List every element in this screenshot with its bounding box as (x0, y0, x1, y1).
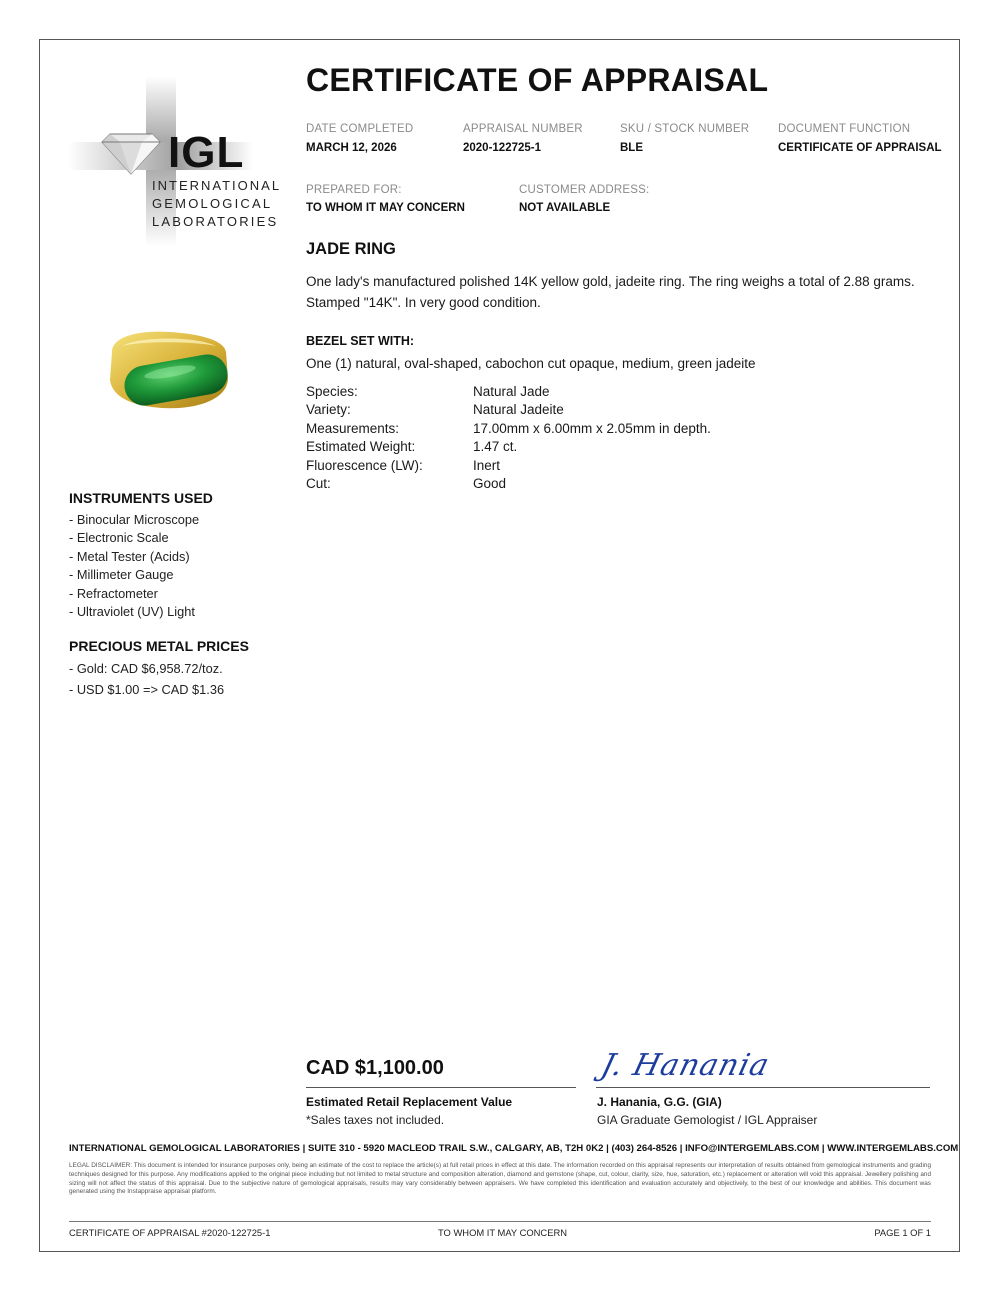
spec-value-cut: Good (473, 476, 507, 491)
spec-label-cut: Cut: (306, 476, 331, 491)
footer-recipient: TO WHOM IT MAY CONCERN (438, 1227, 567, 1238)
footer-page-number: PAGE 1 OF 1 (874, 1227, 931, 1238)
bottom-divider (69, 1221, 931, 1222)
appraisal-number-label: APPRAISAL NUMBER (463, 123, 583, 135)
signature-divider (596, 1087, 930, 1088)
metal-price-item: - Gold: CAD $6,958.72/toz. (69, 661, 223, 676)
legal-disclaimer: LEGAL DISCLAIMER: This document is intended for insurance purposes only, being an estimate of the cost to replace the article(s) at full retail prices in effect at this date. The information recorded on this appraisal represents our interpretation of results obtained from gemological instruments and grading techniques designed for this purpose. Any modifications applied to the original piece including but not limited to metal structure and composition alteration, diamond and gemstone (shape, cut, colour, clarity, size, hue, saturation, etc.) replacement or alteration will void this appraisal. Jewellery polishing and sizing will not affect the status of this appraisal. Due to the subjective nature of gemological appraisals, results may vary considerably between appraisers. We have completed this identification and evaluation accurately and objectively, to the best of our knowledge and abilities. This document was generated using the Instappraise appraisal platform. (69, 1162, 931, 1196)
metal-price-item: - USD $1.00 => CAD $1.36 (69, 682, 225, 697)
prepared-for-label: PREPARED FOR: (306, 184, 402, 196)
instrument-item: - Ultraviolet (UV) Light (69, 604, 195, 619)
lab-address-footer: INTERNATIONAL GEMOLOGICAL LABORATORIES | SUITE 310 - 5920 MACLEOD TRAIL S.W., CALGARY, AB, T2H 0K2 | (403) 264-8526 | INFO@INTERGEMLABS.COM | WWW.INTERGEMLABS.COM (69, 1143, 959, 1154)
spec-value-fluorescence: Inert (473, 458, 501, 473)
ring-photo (100, 322, 240, 418)
value-divider (306, 1087, 576, 1088)
igl-logo-letters: IGL (168, 128, 245, 177)
date-completed-label: DATE COMPLETED (306, 123, 414, 135)
spec-label-weight: Estimated Weight: (306, 439, 416, 454)
spec-label-species: Species: (306, 384, 358, 399)
page-title: CERTIFICATE OF APPRAISAL (306, 62, 769, 98)
spec-label-fluorescence: Fluorescence (LW): (306, 458, 423, 473)
instrument-item: - Binocular Microscope (69, 512, 200, 527)
sales-tax-note: *Sales taxes not included. (306, 1113, 445, 1127)
footer-certificate-number: CERTIFICATE OF APPRAISAL #2020-122725-1 (69, 1227, 271, 1238)
instruments-heading: INSTRUMENTS USED (69, 490, 213, 506)
sku-label: SKU / STOCK NUMBER (620, 123, 750, 135)
igl-logo (68, 76, 282, 246)
instrument-item: - Electronic Scale (69, 530, 169, 545)
date-completed-value: MARCH 12, 2026 (306, 142, 397, 154)
appraiser-signature: J. Hanania (597, 1048, 774, 1083)
spec-label-measurements: Measurements: (306, 421, 400, 436)
appraiser-title: GIA Graduate Gemologist / IGL Appraiser (597, 1113, 818, 1127)
appraiser-name: J. Hanania, G.G. (GIA) (597, 1095, 722, 1109)
appraisal-number-value: 2020-122725-1 (463, 142, 542, 154)
igl-logo-line-2: GEMOLOGICAL (152, 196, 273, 211)
bezel-description: One (1) natural, oval-shaped, cabochon cut opaque, medium, green jadeite (306, 356, 756, 371)
item-title: JADE RING (306, 240, 396, 258)
sku-value: BLE (620, 142, 643, 154)
customer-address-label: CUSTOMER ADDRESS: (519, 184, 650, 196)
retail-value-label: Estimated Retail Replacement Value (306, 1095, 513, 1109)
spec-value-weight: 1.47 ct. (473, 439, 518, 454)
instrument-item: - Metal Tester (Acids) (69, 549, 190, 564)
bezel-heading: BEZEL SET WITH: (306, 334, 415, 348)
spec-value-species: Natural Jade (473, 384, 550, 399)
document-function-value: CERTIFICATE OF APPRAISAL (778, 142, 942, 154)
retail-value-amount: CAD $1,100.00 (306, 1057, 444, 1079)
document-function-label: DOCUMENT FUNCTION (778, 123, 911, 135)
igl-logo-line-3: LABORATORIES (152, 214, 279, 229)
customer-address-value: NOT AVAILABLE (519, 202, 611, 214)
instrument-item: - Millimeter Gauge (69, 567, 174, 582)
metal-prices-heading: PRECIOUS METAL PRICES (69, 638, 249, 654)
spec-value-variety: Natural Jadeite (473, 402, 564, 417)
prepared-for-value: TO WHOM IT MAY CONCERN (306, 202, 465, 214)
spec-label-variety: Variety: (306, 402, 351, 417)
spec-value-measurements: 17.00mm x 6.00mm x 2.05mm in depth. (473, 421, 711, 436)
item-description-line-2: Stamped "14K". In very good condition. (306, 295, 541, 310)
item-description-line-1: One lady's manufactured polished 14K yellow gold, jadeite ring. The ring weighs a total of 2.88 grams. (306, 274, 915, 289)
igl-logo-line-1: INTERNATIONAL (152, 178, 282, 193)
instrument-item: - Refractometer (69, 586, 158, 601)
